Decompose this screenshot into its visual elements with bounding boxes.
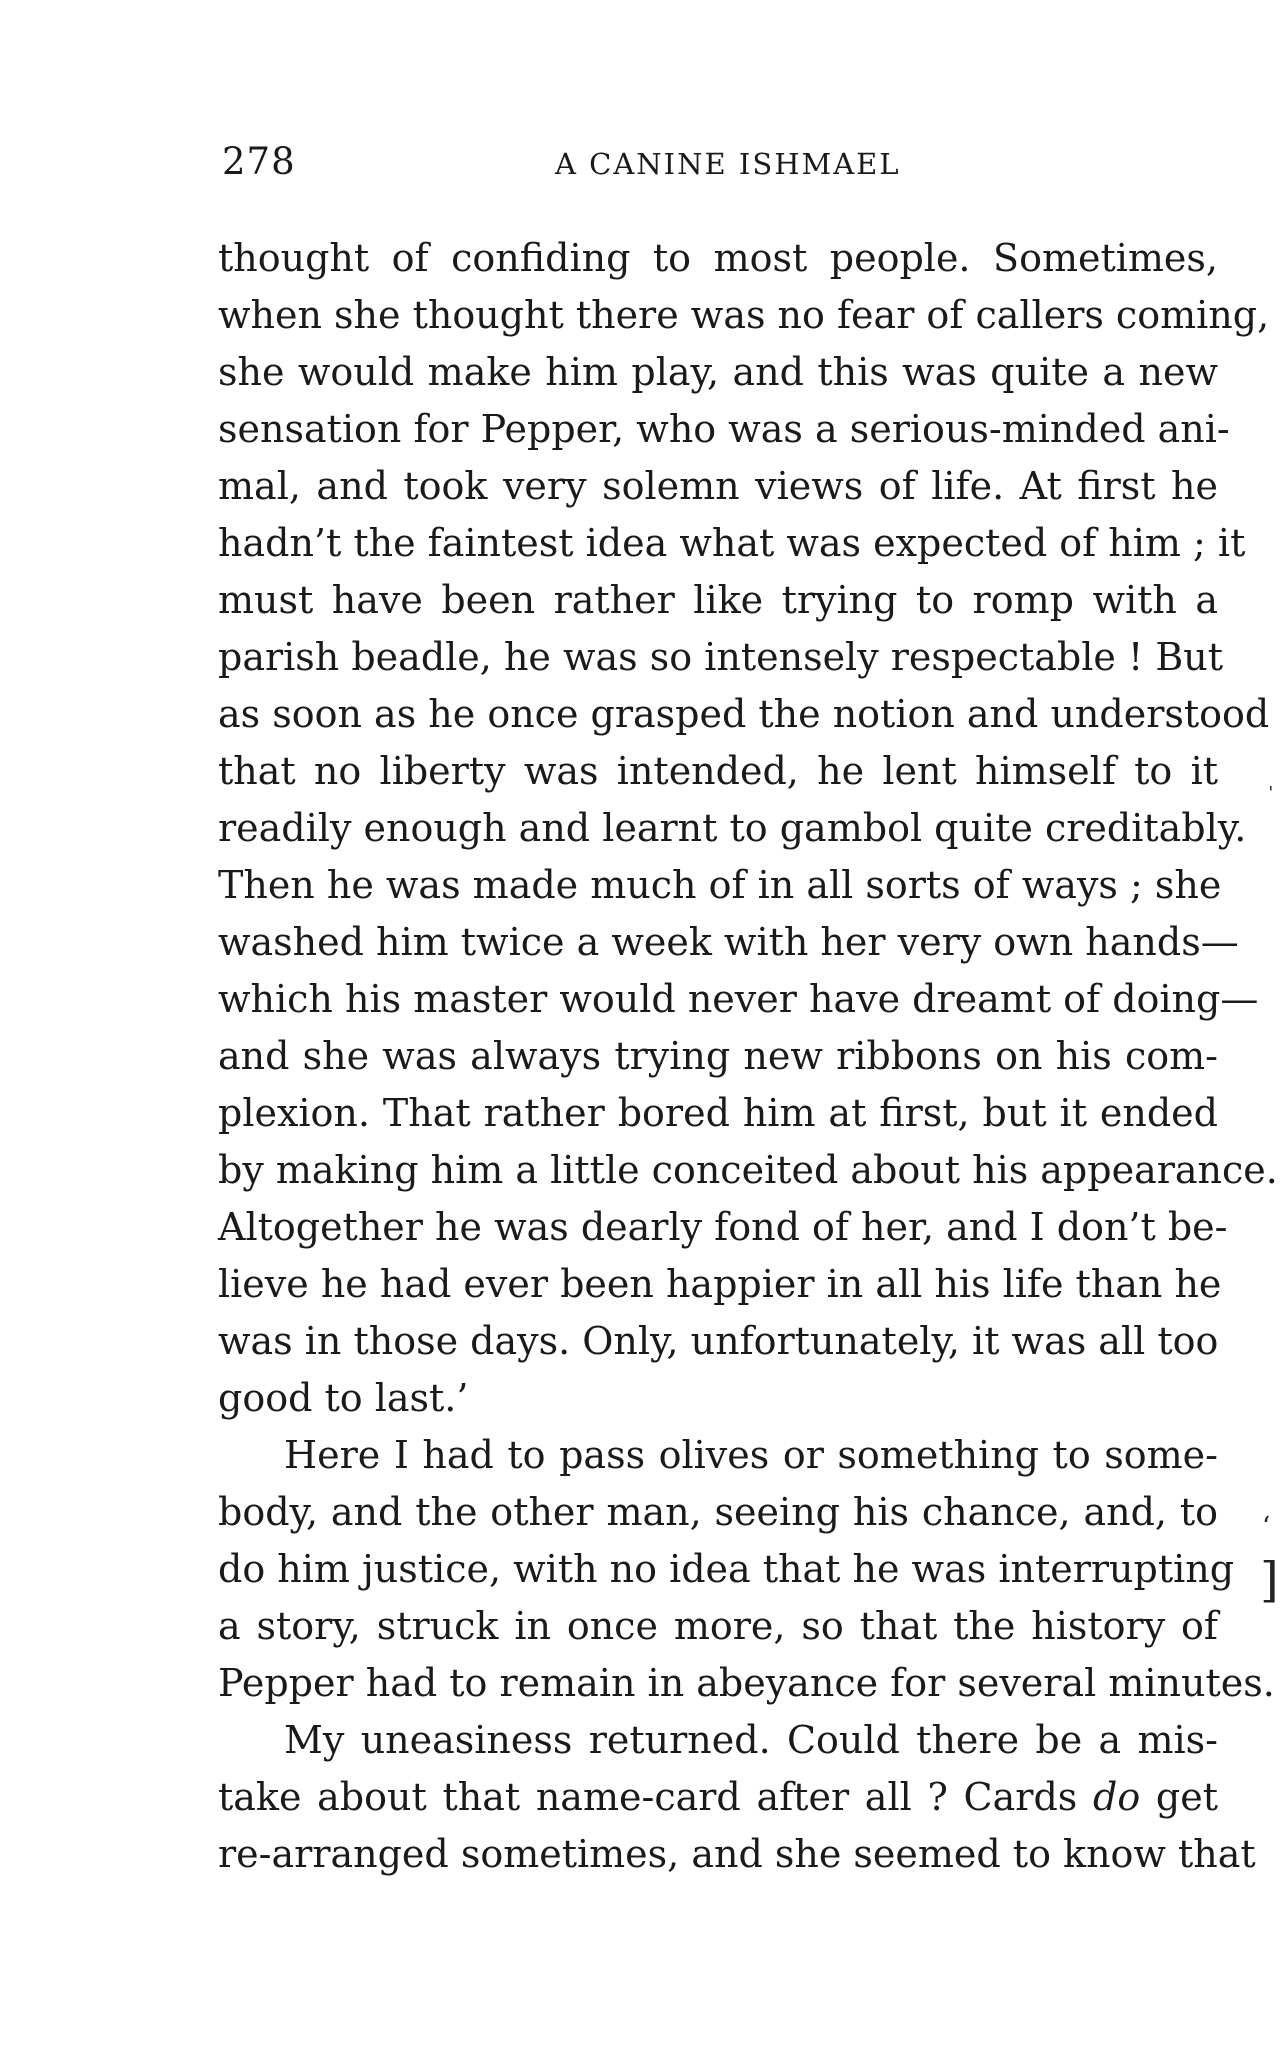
paragraph-1 [218,230,1278,1427]
text-line: which his master would never have dreamt of doing— [218,977,1259,1021]
text-line: by making him a little conceited about his appearance. [218,1148,1278,1192]
text-line: sensation for Pepper, who was a serious-minded ani- [218,407,1230,451]
text-line: that no liberty was intended, he lent himself to it [218,749,1218,793]
text-line: must have been rather like trying to romp with a [218,578,1218,622]
page-number: 278 [222,140,296,183]
text-line: Then he was made much of in all sorts of ways ; she [218,863,1222,907]
text-line: lieve he had ever been happier in all his life than he [218,1262,1222,1306]
text-line: hadn’t the faintest idea what was expected of him ; it [218,521,1246,565]
text-line: good to last.’ [218,1376,469,1420]
text-line: was in those days. Only, unfortunately, it was all too [218,1319,1219,1363]
margin-mark: ‘ [1262,1512,1271,1542]
text-line: Altogether he was dearly fond of her, and I don’t be- [218,1205,1228,1249]
text-line: thought of confiding to most people. Sometimes, [218,236,1218,280]
text-line: body, and the other man, seeing his chance, and, to [218,1490,1218,1534]
text-line: when she thought there was no fear of callers coming, [218,293,1270,337]
text-line: readily enough and learnt to gambol quite creditably. [218,806,1247,850]
margin-mark: ˈ [1268,782,1274,806]
running-title: A CANINE ISHMAEL [555,147,901,181]
text-line: a story, struck in once more, so that the history of [218,1604,1218,1648]
text-line: parish beadle, he was so intensely respectable ! But [218,635,1223,679]
margin-mark: ] [1260,1552,1279,1608]
text-line: washed him twice a week with her very own hands— [218,920,1239,964]
paragraph-3 [218,1712,1256,1883]
page-header [222,140,1222,190]
text-line: as soon as he once grasped the notion and understood [218,692,1270,736]
text-line: plexion. That rather bored him at first, but it ended [218,1091,1218,1135]
text-line: re-arranged sometimes, and she seemed to know that [218,1832,1256,1876]
paragraph-2 [218,1427,1275,1712]
text-line: mal, and took very solemn views of life. At first he [218,464,1218,508]
text-line: do him justice, with no idea that he was interrupting [218,1547,1235,1591]
text-line: Pepper had to remain in abeyance for several minutes. [218,1661,1275,1705]
emphasis: do [1093,1775,1141,1819]
text-line: she would make him play, and this was quite a new [218,350,1218,394]
body-text [218,230,1278,1883]
text-line: Here I had to pass olives or something to some- [284,1433,1218,1477]
text-line: My uneasiness returned. Could there be a mis- [284,1718,1218,1762]
text-line: and she was always trying new ribbons on his com- [218,1034,1218,1078]
text-line: take about that name-card after all ? Cards do get [218,1775,1218,1819]
